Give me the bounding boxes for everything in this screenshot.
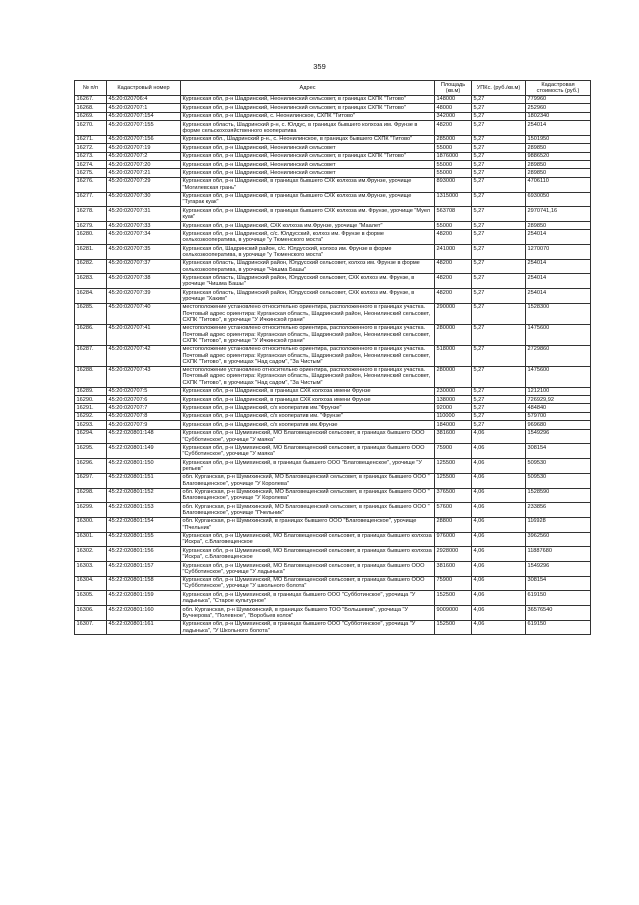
cell-address: Курганская обл, р-н Шадринский, Неонилинский сельсовет bbox=[181, 169, 435, 177]
cell-area: 55000 bbox=[435, 144, 472, 152]
cell-upks: 5,27 bbox=[472, 230, 526, 245]
table-row bbox=[75, 561, 591, 576]
cell-cadastral-number: 45:20:020707:30 bbox=[107, 192, 181, 207]
cell-cadastral-number: 45:22:020801:150 bbox=[107, 459, 181, 474]
cell-num: 16274. bbox=[75, 161, 107, 169]
cell-cadastral-number: 45:22:020801:152 bbox=[107, 488, 181, 503]
cell-cadastral-number: 45:20:020707:21 bbox=[107, 169, 181, 177]
table-row bbox=[75, 104, 591, 112]
header-area: Площадь (кв.м) bbox=[435, 81, 472, 96]
cell-num: 16269. bbox=[75, 112, 107, 120]
cell-cadastral-cost: 9886520 bbox=[526, 152, 591, 160]
cell-area: 2928000 bbox=[435, 547, 472, 562]
cell-num: 16271. bbox=[75, 135, 107, 143]
cell-area: 75900 bbox=[435, 576, 472, 591]
cell-cadastral-number: 45:22:020801:151 bbox=[107, 473, 181, 488]
cell-num: 16284. bbox=[75, 289, 107, 304]
cell-cadastral-cost: 308154 bbox=[526, 444, 591, 459]
cell-upks: 4,06 bbox=[472, 473, 526, 488]
table-row bbox=[75, 324, 591, 345]
cell-address: местоположение установлено относительно ориентира, расположенного в границах участка. Почтовый адрес ориентира: Курганская область, Шадринский район, Неонилинский сельсовет, СХПК "Титово", в урочище "У Ичкинской грани" bbox=[181, 303, 435, 324]
header-cadastral-cost: Кадастровая стоимость (руб.) bbox=[526, 81, 591, 96]
header-cadastral-number: Кадастровый номер bbox=[107, 81, 181, 96]
cell-upks: 4,06 bbox=[472, 620, 526, 635]
cell-cadastral-cost: 619150 bbox=[526, 620, 591, 635]
cell-area: 381600 bbox=[435, 429, 472, 444]
cell-cadastral-cost: 969680 bbox=[526, 421, 591, 429]
table-row bbox=[75, 473, 591, 488]
table-row bbox=[75, 161, 591, 169]
cell-address: Курганская обл, р-н Шадринский, Неонилинский сельсовет, в границах СХПК "Титово" bbox=[181, 95, 435, 103]
table-row bbox=[75, 459, 591, 474]
table-row bbox=[75, 576, 591, 591]
page-number: 359 bbox=[313, 62, 326, 71]
table-row bbox=[75, 488, 591, 503]
cell-upks: 4,06 bbox=[472, 517, 526, 532]
cell-cadastral-cost: 233856 bbox=[526, 503, 591, 518]
cell-address: местоположение установлено относительно ориентира, расположенного в границах участка. Почтовый адрес ориентира: Курганская область, Шадринский район, Неонилинский сельсовет, СХПК "Титово", в урочищах "Над садом", "За Чистым" bbox=[181, 366, 435, 387]
table-row bbox=[75, 591, 591, 606]
cell-area: 230000 bbox=[435, 387, 472, 395]
cell-cadastral-number: 45:20:020707:1 bbox=[107, 104, 181, 112]
cell-cadastral-cost: 252960 bbox=[526, 104, 591, 112]
cell-num: 16277. bbox=[75, 192, 107, 207]
cell-area: 75900 bbox=[435, 444, 472, 459]
cell-address: обл. Курганская, р-н Шумихинский, МО Благовещенский сельсовет, в границах бывшего ООО " Благовещенское", урочище "У Королева" bbox=[181, 488, 435, 503]
table-row bbox=[75, 144, 591, 152]
cell-cadastral-cost: 779960 bbox=[526, 95, 591, 103]
cell-address: Курганская обл, р-н Шадринский, с/х кооператив им.Фрунзе bbox=[181, 421, 435, 429]
cell-cadastral-number: 45:20:020707:38 bbox=[107, 274, 181, 289]
cell-cadastral-number: 45:20:020707:33 bbox=[107, 221, 181, 229]
cell-area: 92000 bbox=[435, 404, 472, 412]
cell-cadastral-cost: 254014 bbox=[526, 230, 591, 245]
cell-cadastral-number: 45:20:020707:29 bbox=[107, 177, 181, 192]
header-upks: УПКс. (руб./кв.м) bbox=[472, 81, 526, 96]
cell-area: 48200 bbox=[435, 259, 472, 274]
cell-num: 16292. bbox=[75, 412, 107, 420]
cell-area: 241000 bbox=[435, 245, 472, 260]
table-row bbox=[75, 95, 591, 103]
cell-num: 16299. bbox=[75, 503, 107, 518]
cell-cadastral-number: 45:20:020707:40 bbox=[107, 303, 181, 324]
table-row bbox=[75, 230, 591, 245]
cell-num: 16267. bbox=[75, 95, 107, 103]
table-row bbox=[75, 421, 591, 429]
cell-cadastral-number: 45:22:020801:148 bbox=[107, 429, 181, 444]
cell-area: 280000 bbox=[435, 324, 472, 345]
cell-cadastral-number: 45:20:020707:19 bbox=[107, 144, 181, 152]
cell-cadastral-number: 45:20:020706:4 bbox=[107, 95, 181, 103]
table-row bbox=[75, 345, 591, 366]
cell-cadastral-cost: 484840 bbox=[526, 404, 591, 412]
cell-area: 148000 bbox=[435, 95, 472, 103]
cell-address: Курганская обл, р-н Шадринский, в границах бывшего СХК колхоза им.Фрунзе, урочище "Тугарак куак" bbox=[181, 192, 435, 207]
cell-area: 48200 bbox=[435, 274, 472, 289]
cell-cadastral-cost: 1549296 bbox=[526, 429, 591, 444]
cell-area: 138000 bbox=[435, 396, 472, 404]
cell-address: Курганская обл, р-н Шумихинский, в границах бывшего ООО "Субботинское", урочища "У ладынька", "Старое культурное" bbox=[181, 591, 435, 606]
cell-num: 16297. bbox=[75, 473, 107, 488]
cell-cadastral-number: 45:20:020707:31 bbox=[107, 207, 181, 222]
table-row bbox=[75, 429, 591, 444]
cell-num: 16306. bbox=[75, 606, 107, 621]
table-header bbox=[75, 81, 591, 96]
cell-cadastral-cost: 509530 bbox=[526, 459, 591, 474]
cell-num: 16298. bbox=[75, 488, 107, 503]
table-row bbox=[75, 396, 591, 404]
cell-area: 125500 bbox=[435, 459, 472, 474]
cell-cadastral-cost: 11887680 bbox=[526, 547, 591, 562]
header-num: № п/п bbox=[75, 81, 107, 96]
cell-cadastral-cost: 509530 bbox=[526, 473, 591, 488]
cell-address: Курганская область, Шадринский район, Юлдусский сельсовет, СХК колхоз им. Фрунзе, в урочище "Хаким" bbox=[181, 289, 435, 304]
cell-upks: 5,27 bbox=[472, 161, 526, 169]
cell-num: 16293. bbox=[75, 421, 107, 429]
cell-area: 110000 bbox=[435, 412, 472, 420]
cell-area: 48200 bbox=[435, 230, 472, 245]
cell-upks: 5,27 bbox=[472, 95, 526, 103]
cell-upks: 4,06 bbox=[472, 606, 526, 621]
cell-area: 893000 bbox=[435, 177, 472, 192]
cell-upks: 5,27 bbox=[472, 152, 526, 160]
cell-cadastral-cost: 2729860 bbox=[526, 345, 591, 366]
cell-num: 16303. bbox=[75, 561, 107, 576]
cell-area: 381600 bbox=[435, 561, 472, 576]
cell-cadastral-cost: 289850 bbox=[526, 221, 591, 229]
cell-address: Курганская обл, р-н Шадринский, СХК колхоза им.Фрунзе, урочище "Маалет" bbox=[181, 221, 435, 229]
cell-address: Курганская обл, р-н Шумихинский, МО Благовещенский сельсовет, в границах бывшего колхоза "Искра", с.Благовещенское bbox=[181, 532, 435, 547]
table-row bbox=[75, 259, 591, 274]
cell-num: 16305. bbox=[75, 591, 107, 606]
cell-address: обл. Курганская, р-н Шумихинский, МО Благовещенский сельсовет, в границах бывшего ООО " Благовещенское", урочище "У Королева" bbox=[181, 473, 435, 488]
cell-num: 16295. bbox=[75, 444, 107, 459]
cell-area: 48200 bbox=[435, 289, 472, 304]
cell-upks: 4,06 bbox=[472, 561, 526, 576]
cell-address: Курганская обл., Шадринский р-н., с. Неонилинское, в границах бывшего СХПК "Титово" bbox=[181, 135, 435, 143]
cell-cadastral-cost: 6930050 bbox=[526, 192, 591, 207]
cell-area: 280000 bbox=[435, 366, 472, 387]
table-row bbox=[75, 169, 591, 177]
cell-cadastral-number: 45:20:020707:6 bbox=[107, 396, 181, 404]
cell-upks: 5,27 bbox=[472, 387, 526, 395]
cell-cadastral-cost: 36576540 bbox=[526, 606, 591, 621]
cell-address: Курганская область, Шадринский район, Юлдусский сельсовет, колхоз им. Фрунзе в форме сельхозкооператива, в урочище "Чишма Башы" bbox=[181, 259, 435, 274]
cell-cadastral-cost: 4706110 bbox=[526, 177, 591, 192]
cell-address: Курганская обл, р-н Шумихинский, МО Благовещенский сельсовет, в границах бывшего ООО "Субботинское", урочище "У маяка" bbox=[181, 444, 435, 459]
cell-address: Курганская обл, р-н Шадринский, в границах СХК колхоза имени Фрунзе bbox=[181, 387, 435, 395]
cell-area: 48200 bbox=[435, 121, 472, 136]
table-row bbox=[75, 366, 591, 387]
cell-num: 16275. bbox=[75, 169, 107, 177]
cell-cadastral-number: 45:20:020707:154 bbox=[107, 112, 181, 120]
cell-upks: 4,06 bbox=[472, 591, 526, 606]
table-row bbox=[75, 620, 591, 635]
cell-cadastral-cost: 1501950 bbox=[526, 135, 591, 143]
cell-upks: 4,06 bbox=[472, 429, 526, 444]
cell-upks: 5,27 bbox=[472, 144, 526, 152]
cell-area: 55000 bbox=[435, 161, 472, 169]
cell-address: Курганская обл, р-н Шадринский, Неонилинский сельсовет bbox=[181, 144, 435, 152]
cell-upks: 4,06 bbox=[472, 488, 526, 503]
cell-area: 57600 bbox=[435, 503, 472, 518]
cell-num: 16289. bbox=[75, 387, 107, 395]
cell-cadastral-number: 45:20:020707:35 bbox=[107, 245, 181, 260]
cell-cadastral-cost: 1549296 bbox=[526, 561, 591, 576]
cadastral-table bbox=[74, 80, 591, 635]
cell-num: 16290. bbox=[75, 396, 107, 404]
cell-num: 16282. bbox=[75, 259, 107, 274]
cell-address: Курганская обл, р-н Шадринский, в границах бывшего СХК колхоза им.Фрунзе, урочище "Могилевская грань" bbox=[181, 177, 435, 192]
cell-upks: 5,27 bbox=[472, 192, 526, 207]
cell-cadastral-number: 45:20:020707:5 bbox=[107, 387, 181, 395]
header-address: Адрес bbox=[181, 81, 435, 96]
table-row bbox=[75, 412, 591, 420]
cell-num: 16268. bbox=[75, 104, 107, 112]
cell-upks: 5,27 bbox=[472, 366, 526, 387]
cell-area: 55000 bbox=[435, 221, 472, 229]
cell-upks: 5,27 bbox=[472, 289, 526, 304]
cell-cadastral-cost: 3962560 bbox=[526, 532, 591, 547]
table-body bbox=[75, 95, 591, 635]
cell-upks: 5,27 bbox=[472, 104, 526, 112]
cell-upks: 5,27 bbox=[472, 245, 526, 260]
table-row bbox=[75, 517, 591, 532]
table-row bbox=[75, 444, 591, 459]
cell-cadastral-number: 45:22:020801:156 bbox=[107, 547, 181, 562]
cell-num: 16276. bbox=[75, 177, 107, 192]
cell-area: 9009000 bbox=[435, 606, 472, 621]
cell-cadastral-cost: 289850 bbox=[526, 169, 591, 177]
cell-area: 28800 bbox=[435, 517, 472, 532]
cell-area: 290000 bbox=[435, 303, 472, 324]
table-row bbox=[75, 289, 591, 304]
cell-cadastral-number: 45:22:020801:149 bbox=[107, 444, 181, 459]
cell-num: 16296. bbox=[75, 459, 107, 474]
cell-num: 16280. bbox=[75, 230, 107, 245]
cell-cadastral-number: 45:22:020801:154 bbox=[107, 517, 181, 532]
table-row bbox=[75, 135, 591, 143]
cell-cadastral-cost: 308154 bbox=[526, 576, 591, 591]
cell-cadastral-cost: 1528300 bbox=[526, 303, 591, 324]
cell-area: 518000 bbox=[435, 345, 472, 366]
table-row bbox=[75, 532, 591, 547]
cell-cadastral-number: 45:20:020707:155 bbox=[107, 121, 181, 136]
cell-upks: 4,06 bbox=[472, 547, 526, 562]
cell-upks: 4,06 bbox=[472, 532, 526, 547]
table-row bbox=[75, 192, 591, 207]
cell-area: 285000 bbox=[435, 135, 472, 143]
cell-num: 16301. bbox=[75, 532, 107, 547]
cell-cadastral-cost: 1528590 bbox=[526, 488, 591, 503]
cell-num: 16300. bbox=[75, 517, 107, 532]
table-row bbox=[75, 404, 591, 412]
table-row bbox=[75, 221, 591, 229]
cell-upks: 4,06 bbox=[472, 576, 526, 591]
cell-address: обл. Курганская, р-н Шумихинский, МО Благовещенский сельсовет, в границах бывшего ООО " Благовещенское", урочище "Пчельник" bbox=[181, 503, 435, 518]
cell-address: Курганская обл, р-н Шумихинский, МО Благовещенский сельсовет, в границах бывшего ООО "Субботинское", урочище "У ладынька" bbox=[181, 561, 435, 576]
cell-num: 16286. bbox=[75, 324, 107, 345]
table-row bbox=[75, 503, 591, 518]
cell-upks: 4,06 bbox=[472, 503, 526, 518]
cell-cadastral-number: 45:20:020707:8 bbox=[107, 412, 181, 420]
cell-area: 563708 bbox=[435, 207, 472, 222]
cell-address: Курганская обл, р-н Шадринский, Неонилинский сельсовет bbox=[181, 161, 435, 169]
cell-upks: 5,27 bbox=[472, 345, 526, 366]
cell-address: обл. Курганская, р-н Шумихинский, в границах бывшего ТОО "Большевик", урочища "У Бучнерова", "Полевное", "Воробьев колок" bbox=[181, 606, 435, 621]
cell-cadastral-cost: 619150 bbox=[526, 591, 591, 606]
cell-address: Курганская обл, р-н Шадринский, Неонилинский сельсовет, в границах СХПК "Титово" bbox=[181, 104, 435, 112]
cell-cadastral-cost: 289850 bbox=[526, 161, 591, 169]
cell-address: Курганская обл, р-н Шумихинский, в границах бывшего ООО "Благовещенское", урочище "У репьев" bbox=[181, 459, 435, 474]
cell-address: Курганская обл, р-н Шумихинский, МО Благовещенский сельсовет, в границах бывшего ООО "Субботинское", урочище "У школьного болота" bbox=[181, 576, 435, 591]
cell-cadastral-number: 45:20:020707:34 bbox=[107, 230, 181, 245]
cell-address: Курганская обл, р-н Шадринский, с. Неонилинское, СХПК "Титово" bbox=[181, 112, 435, 120]
cell-cadastral-number: 45:20:020707:20 bbox=[107, 161, 181, 169]
cell-cadastral-cost: 116928 bbox=[526, 517, 591, 532]
cell-num: 16288. bbox=[75, 366, 107, 387]
cell-upks: 5,27 bbox=[472, 404, 526, 412]
cell-num: 16279. bbox=[75, 221, 107, 229]
cell-address: Курганская обл, р-н Шадринский, в границах СХК колхоза имени Фрунзе bbox=[181, 396, 435, 404]
cell-address: Курганская обл, р-н Шумихинский, МО Благовещенский сельсовет, в границах бывшего ООО "Субботинское", урочище "У маяка" bbox=[181, 429, 435, 444]
cell-cadastral-number: 45:20:020707:39 bbox=[107, 289, 181, 304]
cell-num: 16270. bbox=[75, 121, 107, 136]
cell-upks: 5,27 bbox=[472, 396, 526, 404]
cell-upks: 5,27 bbox=[472, 169, 526, 177]
table-row bbox=[75, 177, 591, 192]
cell-upks: 4,06 bbox=[472, 444, 526, 459]
cell-num: 16287. bbox=[75, 345, 107, 366]
cell-num: 16283. bbox=[75, 274, 107, 289]
cell-cadastral-cost: 289850 bbox=[526, 144, 591, 152]
cell-address: Курганская обл, р-н Шадринский, с/х кооператив им."Фрунзе" bbox=[181, 404, 435, 412]
cell-cadastral-number: 45:22:020801:155 bbox=[107, 532, 181, 547]
cell-address: Курганская обл, р-н Шадринский, Неонилинский сельсовет, в границах СХПК "Титово" bbox=[181, 152, 435, 160]
cell-upks: 5,27 bbox=[472, 135, 526, 143]
cell-cadastral-number: 45:20:020707:7 bbox=[107, 404, 181, 412]
cell-address: местоположение установлено относительно ориентира, расположенного в границах участка. Почтовый адрес ориентира: Курганская область, Шадринский район, Неонилинский сельсовет, СХПК "Титово", в урочищах "Над садом", "За Чистым" bbox=[181, 345, 435, 366]
cell-cadastral-number: 45:22:020801:157 bbox=[107, 561, 181, 576]
cell-cadastral-cost: 1270070 bbox=[526, 245, 591, 260]
table-row bbox=[75, 303, 591, 324]
cell-upks: 5,27 bbox=[472, 303, 526, 324]
cell-area: 1876000 bbox=[435, 152, 472, 160]
cell-num: 16307. bbox=[75, 620, 107, 635]
cell-cadastral-number: 45:20:020707:43 bbox=[107, 366, 181, 387]
cell-cadastral-cost: 1475600 bbox=[526, 324, 591, 345]
cell-cadastral-number: 45:20:020707:9 bbox=[107, 421, 181, 429]
cell-num: 16304. bbox=[75, 576, 107, 591]
cell-cadastral-cost: 1802340 bbox=[526, 112, 591, 120]
cell-upks: 5,27 bbox=[472, 221, 526, 229]
cell-upks: 5,27 bbox=[472, 112, 526, 120]
cell-cadastral-number: 45:20:020707:156 bbox=[107, 135, 181, 143]
cell-upks: 5,27 bbox=[472, 421, 526, 429]
cell-cadastral-number: 45:22:020801:161 bbox=[107, 620, 181, 635]
cell-address: Курганская область, Шадринский район, Юлдусский сельсовет, СХК колхоз им. Фрунзе, в урочище "Чишма Башы" bbox=[181, 274, 435, 289]
table-row bbox=[75, 112, 591, 120]
cell-cadastral-cost: 254014 bbox=[526, 274, 591, 289]
cell-cadastral-cost: 579700 bbox=[526, 412, 591, 420]
cell-cadastral-number: 45:22:020801:160 bbox=[107, 606, 181, 621]
table-row bbox=[75, 207, 591, 222]
table-row bbox=[75, 121, 591, 136]
cell-area: 184000 bbox=[435, 421, 472, 429]
cell-num: 16272. bbox=[75, 144, 107, 152]
cell-area: 976000 bbox=[435, 532, 472, 547]
cell-address: Курганская область, Шадринский р-н, с. Юлдус, в границах бывшего колхоза им. Фрунзе в форме сельскохозяйственного кооператива bbox=[181, 121, 435, 136]
cell-cadastral-number: 45:20:020707:37 bbox=[107, 259, 181, 274]
cell-upks: 5,27 bbox=[472, 177, 526, 192]
table-row bbox=[75, 387, 591, 395]
cell-address: Курганская обл, р-н Шумихинский, в границах бывшего ООО "Субботинское", урочища "У ладынька", "У Школьного болота" bbox=[181, 620, 435, 635]
cell-area: 1315000 bbox=[435, 192, 472, 207]
cell-num: 16294. bbox=[75, 429, 107, 444]
cell-upks: 5,27 bbox=[472, 274, 526, 289]
cell-num: 16285. bbox=[75, 303, 107, 324]
cell-cadastral-cost: 1212100 bbox=[526, 387, 591, 395]
cell-num: 16302. bbox=[75, 547, 107, 562]
cell-cadastral-cost: 2970741,16 bbox=[526, 207, 591, 222]
cell-upks: 5,27 bbox=[472, 207, 526, 222]
table-row bbox=[75, 274, 591, 289]
table-row bbox=[75, 245, 591, 260]
cell-cadastral-number: 45:22:020801:153 bbox=[107, 503, 181, 518]
cell-upks: 4,06 bbox=[472, 459, 526, 474]
cell-area: 125500 bbox=[435, 473, 472, 488]
cell-cadastral-cost: 254014 bbox=[526, 289, 591, 304]
cell-address: Курганская обл, р-н Шадринский, с/с. Юлдусский, колхоз им. Фрунзе в форме сельхозкооператива, в урочище "у Тюменского моста" bbox=[181, 230, 435, 245]
cell-address: Курганская обл, р-н Шумихинский, МО Благовещенский сельсовет, в границах бывшего колхоза "Искра", с.Благовещенское bbox=[181, 547, 435, 562]
cell-num: 16281. bbox=[75, 245, 107, 260]
cell-area: 376500 bbox=[435, 488, 472, 503]
cell-area: 152500 bbox=[435, 620, 472, 635]
cell-area: 342000 bbox=[435, 112, 472, 120]
table-row bbox=[75, 152, 591, 160]
cell-area: 152500 bbox=[435, 591, 472, 606]
cell-cadastral-cost: 254014 bbox=[526, 259, 591, 274]
cell-address: обл. Курганская, р-н Шумихинский, в границах бывшего ООО "Благовещенское", урочище "Пчельник" bbox=[181, 517, 435, 532]
cell-num: 16291. bbox=[75, 404, 107, 412]
cell-num: 16273. bbox=[75, 152, 107, 160]
cell-address: Курганская обл, р-н Шадринский, в границах бывшего СХК колхоза им. Фрунзе, урочище "Муел куак" bbox=[181, 207, 435, 222]
cell-address: Курганская обл, Шадринский район, с/с. Юлдусский, колхоз им. Фрунзе в форме сельхозкооператива, в урочище "у Тюменского моста" bbox=[181, 245, 435, 260]
cell-cadastral-cost: 1475600 bbox=[526, 366, 591, 387]
table-row bbox=[75, 547, 591, 562]
cell-upks: 5,27 bbox=[472, 121, 526, 136]
cell-area: 55000 bbox=[435, 169, 472, 177]
cell-area: 48000 bbox=[435, 104, 472, 112]
cell-upks: 5,27 bbox=[472, 324, 526, 345]
cell-cadastral-number: 45:20:020707:41 bbox=[107, 324, 181, 345]
cell-address: местоположение установлено относительно ориентира, расположенного в границах участка. Почтовый адрес ориентира: Курганская область, Шадринский район, Неонилинский сельсовет, СХПК "Титово", в урочище "У Ичкинской грани" bbox=[181, 324, 435, 345]
cell-upks: 5,27 bbox=[472, 259, 526, 274]
cell-num: 16278. bbox=[75, 207, 107, 222]
cell-cadastral-number: 45:22:020801:158 bbox=[107, 576, 181, 591]
table-row bbox=[75, 606, 591, 621]
cell-cadastral-number: 45:22:020801:159 bbox=[107, 591, 181, 606]
cell-cadastral-cost: 254014 bbox=[526, 121, 591, 136]
cell-cadastral-cost: 726929,92 bbox=[526, 396, 591, 404]
cell-cadastral-number: 45:20:020707:42 bbox=[107, 345, 181, 366]
cell-address: Курганская обл, р-н Шадринский, с/х кооператив им. "Фрунзе" bbox=[181, 412, 435, 420]
cell-cadastral-number: 45:20:020707:2 bbox=[107, 152, 181, 160]
cell-upks: 5,27 bbox=[472, 412, 526, 420]
